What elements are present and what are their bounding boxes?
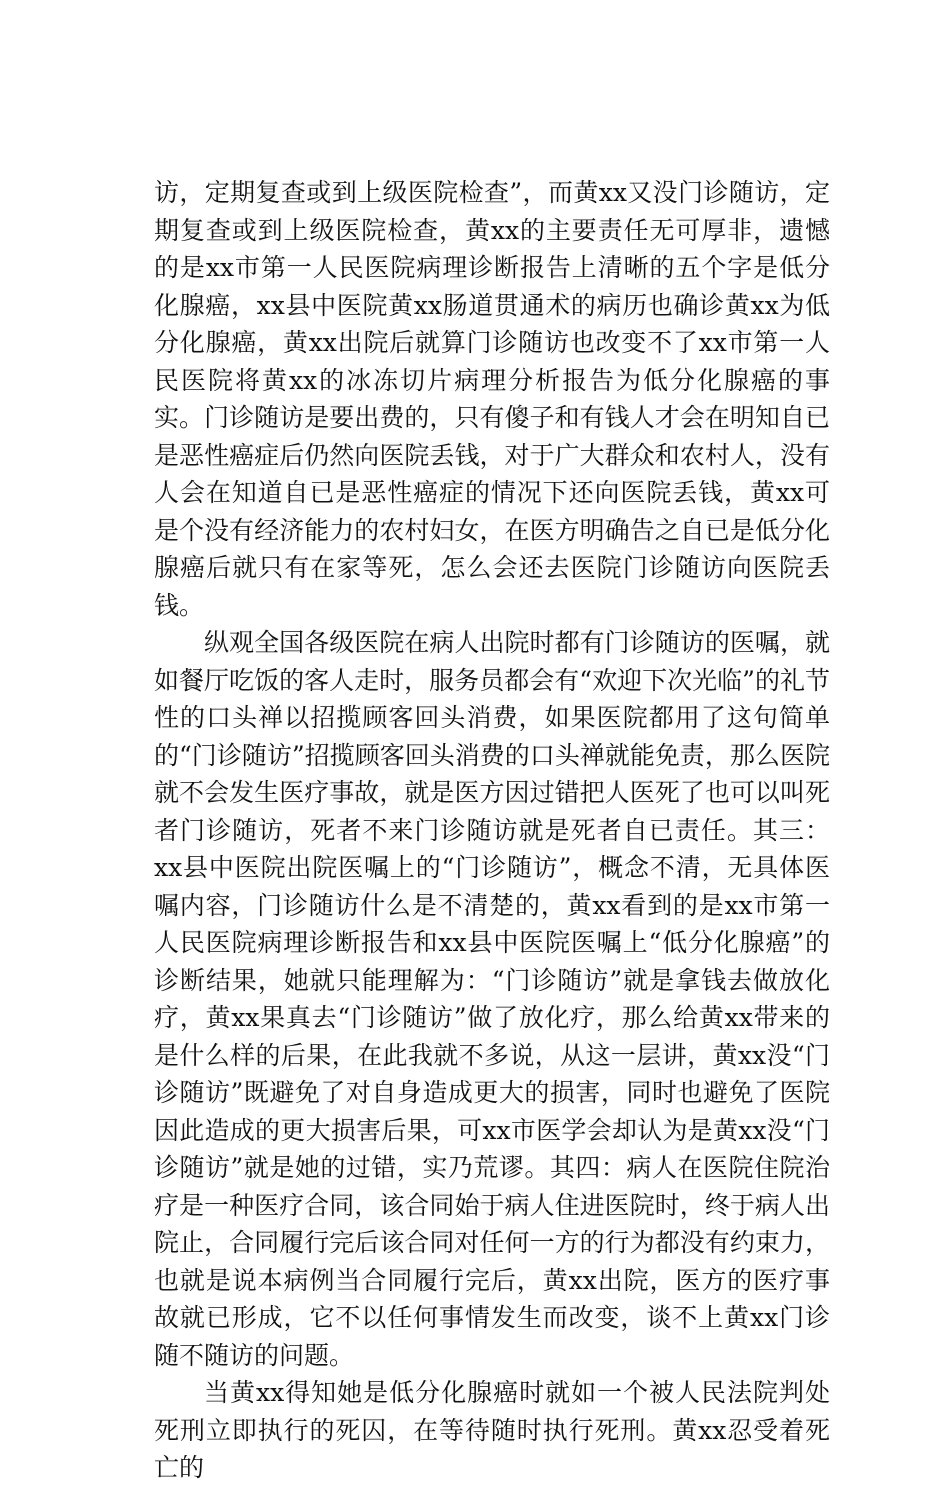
paragraph-1: 访，定期复查或到上级医院检查”，而黄xx又没门诊随访，定期复查或到上级医院检查，黄xx的主要责任无可厚非，遗憾的是xx市第一人民医院病理诊断报告上清晰的五个字是低分化腺癌，xx县中医院黄xx肠道贯通术的病历也确诊黄xx为低分化腺癌，黄xx出院后就算门诊随访也改变不了xx市第一人民医院将黄xx的冰冻切片病理分析报告为低分化腺癌的事实。门诊随访是要出费的，只有傻子和有钱人才会在明知自已是恶性癌症后仍然向医院丢钱，对于广大群众和农村人，没有人会在知道自已是恶性癌症的情况下还向医院丢钱，黄xx可是个没有经济能力的农村妇女，在医方明确告之自已是低分化腺癌后就只有在家等死，怎么会还去医院门诊随访向医院丢钱。 (154, 178, 830, 620)
paragraph-3: 当黄xx得知她是低分化腺癌时就如一个被人民法院判处死刑立即执行的死囚，在等待随时执行死刑。黄xx忍受着死亡的 (154, 1378, 830, 1482)
paragraph-2: 纵观全国各级医院在病人出院时都有门诊随访的医嘱，就如餐厅吃饭的客人走时，服务员都会有“欢迎下次光临”的礼节性的口头禅以招揽顾客回头消费，如果医院都用了这句简单的“门诊随访”招揽顾客回头消费的口头禅就能免责，那么医院就不会发生医疗事故，就是医方因过错把人医死了也可以叫死者门诊随访，死者不来门诊随访就是死者自已责任。其三：xx县中医院出院医嘱上的“门诊随访”，概念不清，无具体医嘱内容，门诊随访什么是不清楚的，黄xx看到的是xx市第一人民医院病理诊断报告和xx县中医院医嘱上“低分化腺癌”的诊断结果，她就只能理解为：“门诊随访”就是拿钱去做放化疗，黄xx果真去“门诊随访”做了放化疗，那么给黄xx带来的是什么样的后果，在此我就不多说，从这一层讲，黄xx没“门诊随访”既避免了对自身造成更大的损害，同时也避免了医院因此造成的更大损害后果，可xx市医学会却认为是黄xx没“门诊随访”就是她的过错，实乃荒谬。其四：病人在医院住院治疗是一种医疗合同，该合同始于病人住进医院时，终于病人出院止，合同履行完后该合同对任何一方的行为都没有约束力，也就是说本病例当合同履行完后，黄xx出院，医方的医疗事故就已形成，它不以任何事情发生而改变，谈不上黄xx门诊随不随访的问题。 (154, 628, 830, 1370)
document-body (154, 174, 830, 1487)
